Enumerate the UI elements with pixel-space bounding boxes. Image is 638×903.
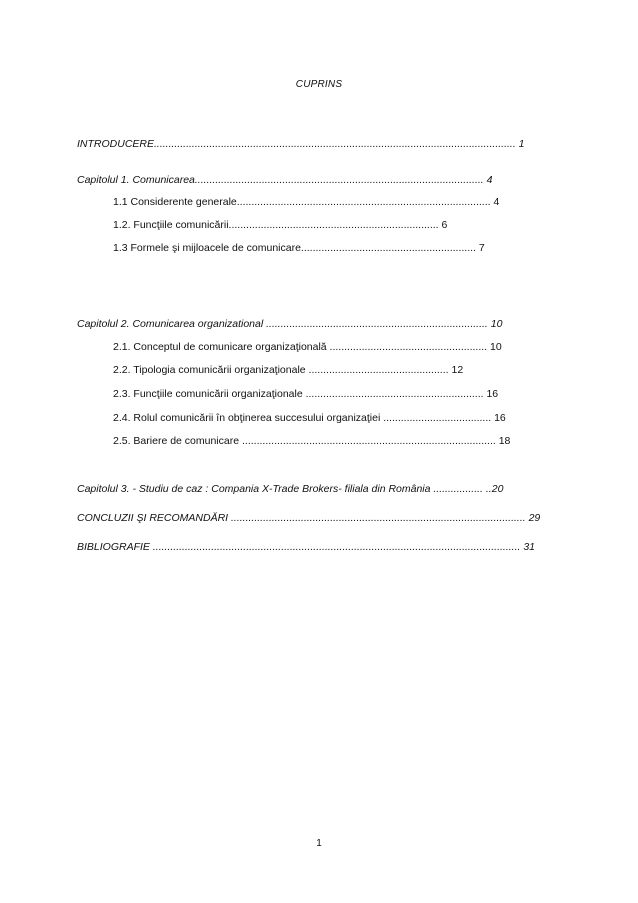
- toc-entry-2-3: 2.3. Funcţiile comunicării organizaţionale ............................................................. 16: [113, 388, 499, 400]
- toc-entry-2-5: 2.5. Bariere de comunicare ....................................................................................... 18: [113, 435, 511, 447]
- toc-entry-1-2: 1.2. Funcţiile comunicării........................................................................ 6: [113, 219, 448, 231]
- page-number: 1: [316, 838, 322, 849]
- toc-entry-capitolul-2: Capitolul 2. Comunicarea organizational ............................................................................ 10: [77, 318, 503, 330]
- toc-entry-introducere: INTRODUCERE............................................................................................................................ 1: [77, 138, 525, 150]
- toc-entry-bibliografie: BIBLIOGRAFIE .............................................................................................................................. 31: [77, 541, 536, 553]
- toc-entry-1-1: 1.1 Considerente generale....................................................................................... 4: [113, 196, 500, 208]
- toc-title: CUPRINS: [295, 79, 343, 90]
- toc-entry-capitolul-1: Capitolul 1. Comunicarea................................................................................................... 4: [77, 174, 493, 186]
- toc-entry-1-3: 1.3 Formele şi mijloacele de comunicare............................................................ 7: [113, 242, 485, 254]
- toc-entry-2-2: 2.2. Tipologia comunicării organizaţionale ................................................ 12: [113, 364, 464, 376]
- toc-entry-concluzii: CONCLUZII ŞI RECOMANDĂRI ..................................................................................................... 29: [77, 512, 541, 524]
- toc-entry-2-1: 2.1. Conceptul de comunicare organizaţională ...................................................... 10: [113, 341, 502, 353]
- toc-entry-2-4: 2.4. Rolul comunicării în obţinerea succesului organizaţiei ..................................... 16: [113, 412, 506, 424]
- toc-entry-capitolul-3: Capitolul 3. - Studiu de caz : Compania X-Trade Brokers- filiala din România ................. ..20: [77, 483, 504, 495]
